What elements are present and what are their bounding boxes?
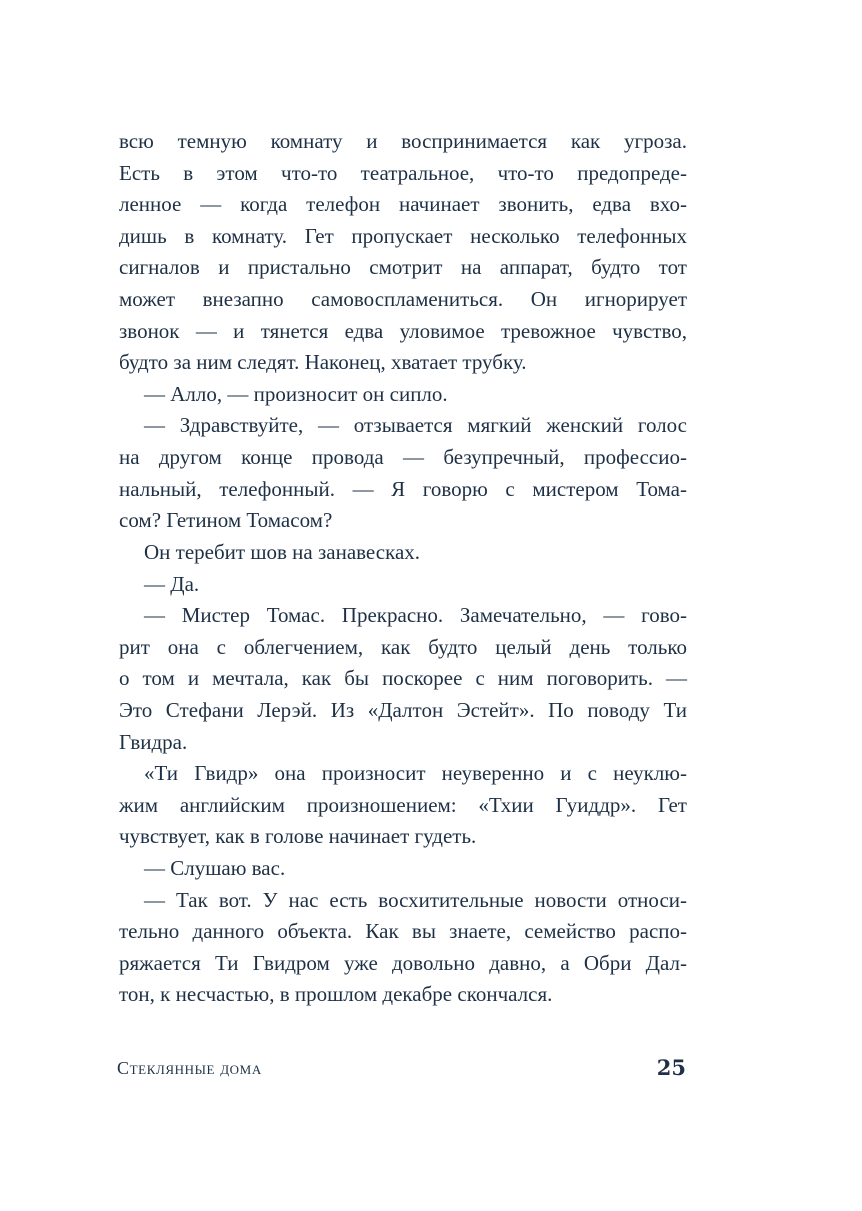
text-line: — Да. bbox=[144, 571, 200, 596]
text-line: — Так вот. У нас есть восхитительные новости относи- bbox=[144, 887, 687, 912]
body-text bbox=[119, 126, 687, 1011]
text-line: жим английским произношением: «Тхии Гуиддр». Гет bbox=[119, 792, 687, 817]
text-line: Он теребит шов на занавесках. bbox=[144, 539, 421, 564]
text-line: чувствует, как в голове начинает гудеть. bbox=[119, 824, 477, 849]
text-line: тельно данного объекта. Как вы знаете, семейство распо- bbox=[119, 919, 687, 944]
text-line: сом? Гетином Томасом? bbox=[119, 508, 333, 533]
text-line: — Здравствуйте, — отзывается мягкий женский голос bbox=[144, 413, 687, 438]
text-line: рит она с облегчением, как будто целый день только bbox=[119, 634, 687, 659]
text-line: будто за ним следят. Наконец, хватает трубку. bbox=[119, 350, 527, 375]
text-line: нальный, телефонный. — Я говорю с мистером Тома- bbox=[119, 476, 687, 501]
running-footer-title: Стеклянные дома bbox=[117, 1058, 262, 1078]
text-line: тон, к несчастью, в прошлом декабре скончался. bbox=[119, 982, 553, 1007]
text-line: на другом конце провода — безупречный, профессио- bbox=[119, 445, 687, 470]
text-line: Есть в этом что-то театральное, что-то предопреде- bbox=[119, 160, 687, 185]
page-number: 25 bbox=[656, 1055, 686, 1080]
text-line: дишь в комнату. Гет пропускает несколько телефонных bbox=[119, 223, 687, 248]
text-line: Гвидра. bbox=[119, 729, 188, 754]
text-line: — Слушаю вас. bbox=[144, 856, 286, 881]
text-line: о том и мечтала, как бы поскорее с ним поговорить. — bbox=[119, 666, 687, 691]
text-line: ленное — когда телефон начинает звонить, едва вхо- bbox=[119, 192, 687, 217]
text-line: может внезапно самовоспламениться. Он игнорирует bbox=[119, 287, 687, 312]
text-line: — Алло, — произносит он сипло. bbox=[144, 381, 448, 406]
text-line: — Мистер Томас. Прекрасно. Замечательно, — гово- bbox=[144, 603, 687, 628]
text-line: звонок — и тянется едва уловимое тревожное чувство, bbox=[119, 318, 687, 343]
text-line: всю темную комнату и воспринимается как угроза. bbox=[119, 129, 687, 153]
text-line: ряжается Ти Гвидром уже довольно давно, а Обри Дал- bbox=[119, 950, 687, 975]
text-line: «Ти Гвидр» она произносит неуверенно и с неуклю- bbox=[144, 761, 687, 786]
text-line: Это Стефани Лерэй. Из «Далтон Эстейт». По поводу Ти bbox=[119, 697, 687, 722]
text-line: сигналов и пристально смотрит на аппарат, будто тот bbox=[119, 255, 687, 280]
